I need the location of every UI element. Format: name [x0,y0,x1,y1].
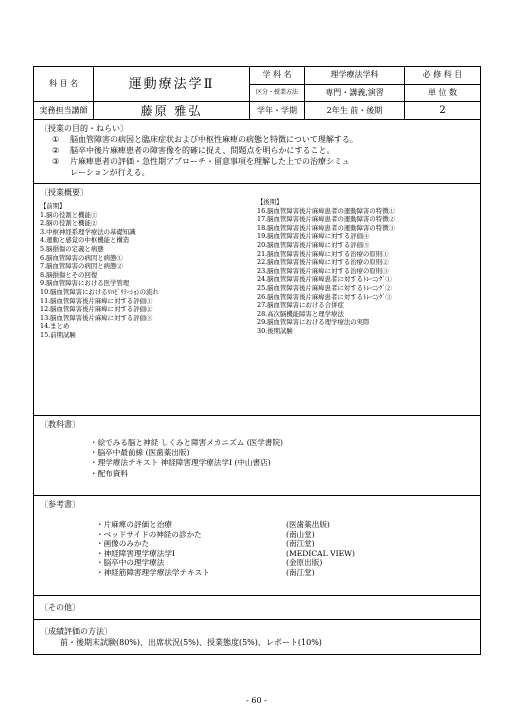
reference-list [40,520,474,578]
references-title: 〔参考書〕 [40,500,80,509]
required-label: 必 修 科 目 [405,67,480,85]
year-value: 2年生 前・後期 [305,102,405,119]
reference-item [96,558,474,568]
outline-item: 28.高次脳機能障害と理学療法 [257,309,344,318]
outline-item: 10.脳血管障害におけるﾘﾊﾋﾞﾘﾃｰｼｮﾝの流れ [40,287,159,296]
reference-title: ・画像のみかた [96,539,150,549]
outline-item: 14.まとめ [40,322,70,331]
objective-item [40,156,474,167]
objectives-section [34,120,480,184]
page-number: - 60 - [246,696,267,705]
syllabus-table [33,66,481,655]
objectives-title: 〔授業の目的・ねらい〕 [40,124,128,133]
other-title: 〔その他〕 [40,603,80,612]
header-row-1 [34,67,480,102]
header-value-stack [305,67,405,101]
objective-item [40,134,474,145]
header-label-stack [250,67,305,101]
evaluation-section [34,620,480,654]
outline-item: 26.脳血管障害後片麻痺患者に対するﾄﾚｰﾆﾝｸﾞ③ [257,292,392,301]
reference-publisher: (南江堂) [286,539,315,549]
outline-item: 22.脳血管障害後片麻痺に対する治療の原則② [257,258,389,267]
outline-item: 27.脳血管障害における合併症 [257,301,344,310]
class-type-label: 区分・授業方法 [250,85,305,102]
outline-item: 9.脳血管障害における医学管理 [40,279,130,288]
outline-item: 11.脳血管障害後片麻痺に対する評価① [40,296,153,305]
outline-item: 18.脳血管障害後片麻痺患者の運動障害の特徴③ [257,223,395,232]
outline-item: 8.脳損傷とその回復 [40,270,98,279]
objective-num: ③ [52,157,60,166]
reference-publisher: (南山堂) [286,529,315,539]
outline-item: 3.中枢神経系理学療法の基礎知識 [40,227,136,236]
textbook-list [40,438,474,479]
objective-text: 脳血管障害の病因と臨床症状および中枢性麻痺の病態と特徴について理解する。 [70,135,358,144]
textbook-item: ・配布資料 [90,468,128,478]
outline-item: 4.運動と感覚の中枢機能と構造 [40,236,130,245]
subject-label: 科 目 名 [34,67,94,101]
class-type-value: 専門・講義,演習 [305,85,405,102]
first-term-column [40,202,257,340]
outline-section [34,184,480,416]
evaluation-title: 〔成績評価の方法〕 [40,627,112,636]
header-row-2 [34,102,480,120]
objective-text: 片麻痺患者の評価・急性期アプローチ・留意事項を理解した上での治療シミュ [70,157,350,166]
outline-item: 29.脳血管障害における理学療法の実際 [257,318,370,327]
objective-continuation: レーションが行える。 [70,168,150,177]
outline-item: 7.脳血管障害の病因と病態② [40,262,123,271]
reference-publisher: (金原出版) [286,558,323,568]
outline-item: 17.脳血管障害後片麻痺患者の運動障害の特徴② [257,215,395,224]
units-label: 単 位 数 [427,87,458,97]
reference-item [96,520,474,530]
textbook-item: ・理学療法テキスト 神経障害理学療法学Ⅰ (中山書店) [90,458,271,468]
references-section [34,496,480,596]
outline-item: 12.脳血管障害後片麻痺に対する評価② [40,305,153,314]
outline-item: 5.脳損傷の定義と病態 [40,244,104,253]
outline-item: 30.後期試験 [257,326,293,335]
reference-title: ・片麻痺の評価と治療 [96,520,172,529]
subject-name: 運動療法学Ⅱ [94,67,250,101]
dept-label: 学 科 名 [250,67,305,85]
outline-item: 2.脳の役割と機能② [40,219,98,228]
outline-title: 〔授業概要〕 [40,188,88,197]
outline-item: 19.脳血管障害後片麻痺に対する評価④ [257,232,370,241]
outline-item: 25.脳血管障害後片麻痺患者に対するﾄﾚｰﾆﾝｸﾞ② [257,283,392,292]
textbook-item: ・脳卒中最前線 (医歯薬出版) [90,448,190,458]
outline-item: 20.脳血管障害後片麻痺に対する評価⑤ [257,240,370,249]
objective-text: 脳卒中後片麻痺患者の障害像を的確に捉え、問題点を明らかにすること。 [70,146,335,155]
reference-item [96,568,474,578]
outline-item: 21.脳血管障害後片麻痺に対する治療の原則① [257,249,389,258]
first-term-header: 【前期】 [40,202,66,210]
other-section [34,596,480,620]
units-value: 2 [439,104,446,116]
dept-value: 理学療法学科 [305,67,405,85]
reference-item [96,539,474,549]
textbook-item: ・絵でみる脳と神経 しくみと障害メカニズム (医学書院) [90,438,283,447]
objective-item [40,145,474,156]
teacher-name: 藤原 雅弘 [94,102,250,119]
outline-item: 6.脳血管障害の病因と病態① [40,253,123,262]
header-right-stack [405,67,480,101]
reference-publisher: (南江堂) [286,567,315,577]
objective-num: ② [52,146,60,155]
textbooks-section [34,416,480,496]
reference-title: ・神経筋障害理学療法学テキスト [96,567,210,577]
second-term-column [257,198,474,340]
reference-item [96,549,474,559]
second-term-header: 【後期】 [257,198,283,206]
reference-title: ・神経障害理学療法学Ⅰ [96,548,175,558]
teacher-label: 実務担当講師 [34,102,94,119]
outline-item: 15.前期試験 [40,330,76,339]
outline-item: 13.脳血管障害後片麻痺に対する評価③ [40,313,153,322]
outline-item: 1.脳の役割と機能① [40,210,98,219]
objective-num: ① [52,135,60,144]
evaluation-text: 前・後期末試験(80%)、出席状況(5%)、授業態度(5%)、レポート(10%) [60,638,322,647]
outline-item: 24.脳血管障害後片麻痺患者に対するﾄﾚｰﾆﾝｸﾞ① [257,275,392,284]
reference-title: ・ベッドサイドの神経の診かた [96,529,202,539]
outline-item: 16.脳血管障害後片麻痺患者の運動障害の特徴① [257,206,395,215]
reference-publisher: (医歯薬出版) [286,520,330,529]
textbooks-title: 〔教科書〕 [40,420,80,429]
reference-publisher: (MEDICAL VIEW) [286,548,355,558]
outline-columns [40,198,474,340]
year-label: 学年・学期 [250,102,305,119]
reference-title: ・脳卒中の理学療法 [96,558,165,568]
reference-item [96,530,474,540]
outline-item: 23.脳血管障害後片麻痺に対する治療の原則③ [257,266,389,275]
